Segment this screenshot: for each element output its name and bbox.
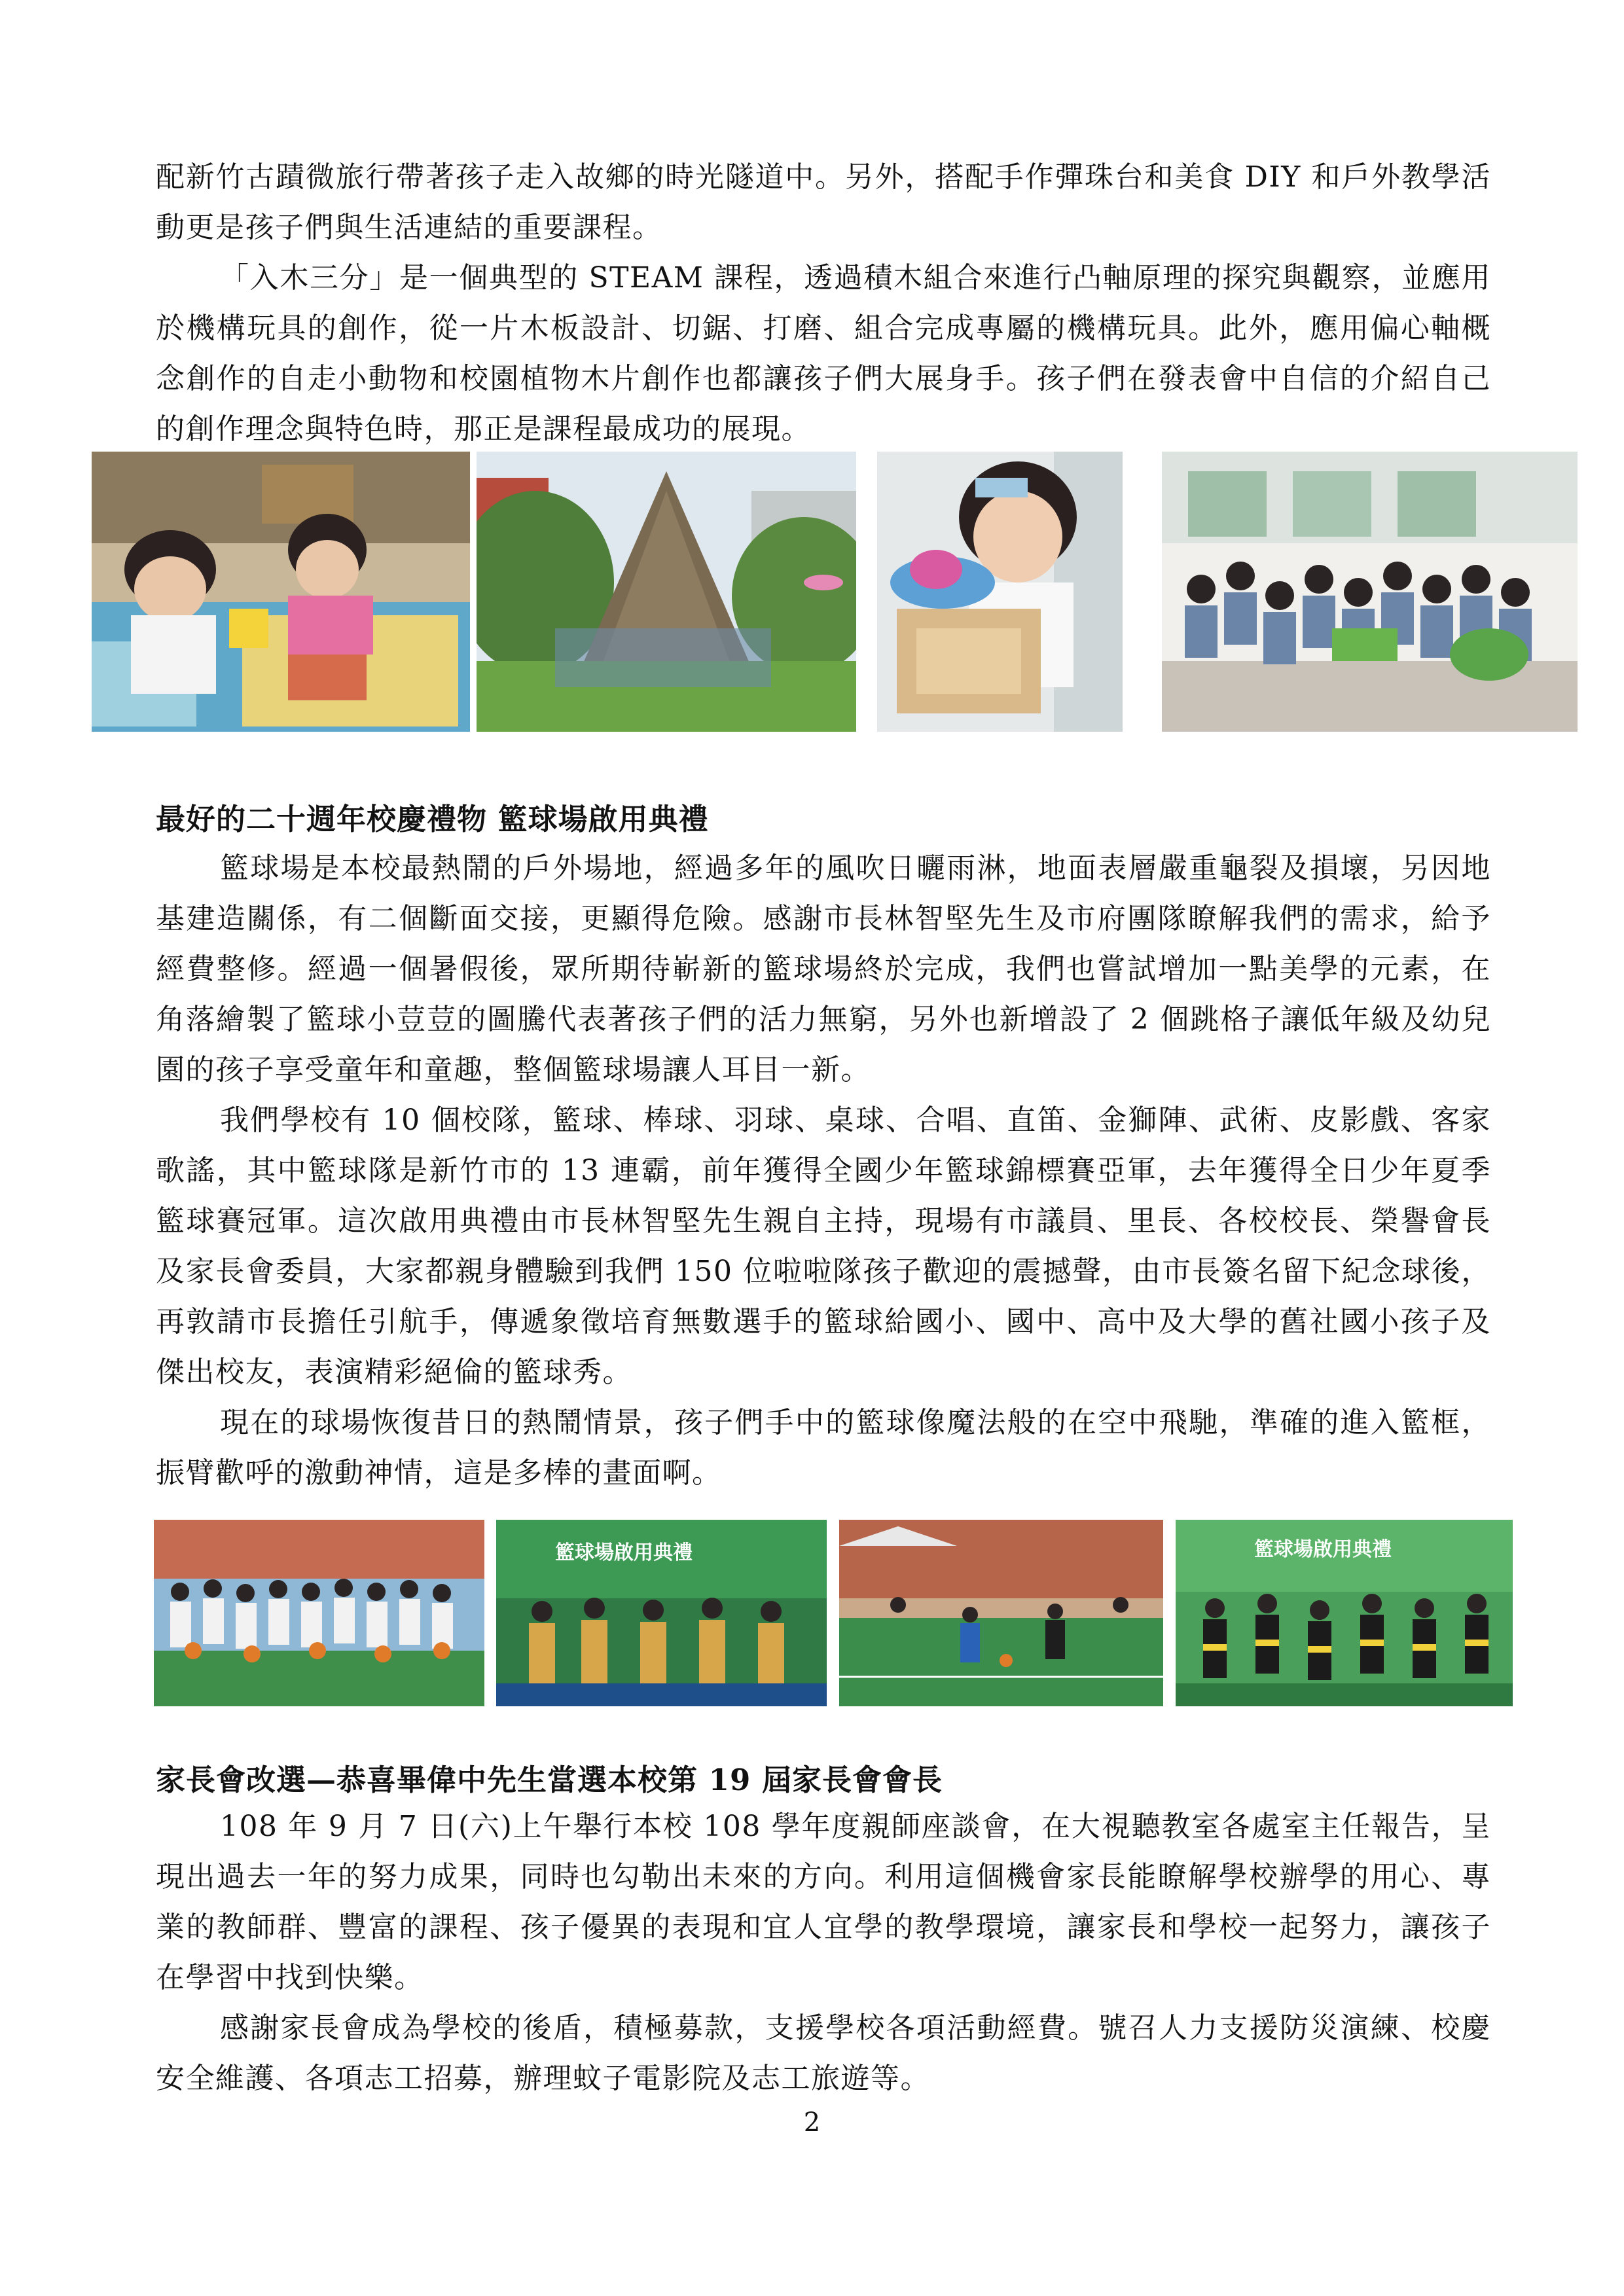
section-title-parents: 家長會改選—恭喜畢偉中先生當選本校第 19 屆家長會會長 xyxy=(156,1763,943,1797)
section-title-basketball: 最好的二十週年校慶禮物 籃球場啟用典禮 xyxy=(156,802,709,836)
photo-ceremony-group xyxy=(154,1520,484,1706)
intro-text xyxy=(156,152,1491,454)
photo-basketball-play xyxy=(839,1520,1163,1706)
intro-paragraph-1: 配新竹古蹟微旅行帶著孩子走入故鄉的時光隧道中。另外，搭配手作彈珠台和美食 DIY 和戶外教學活動更是孩子們與生活連結的重要課程。 xyxy=(156,160,1491,244)
parents-text xyxy=(156,1801,1491,2104)
photo-children-puzzle xyxy=(92,452,470,732)
banner-text-cheer: 籃球場啟用典禮 xyxy=(1254,1538,1392,1561)
photo-ceremony-stage xyxy=(496,1520,827,1706)
basketball-text xyxy=(156,843,1491,1498)
photo-group-presentation xyxy=(1162,452,1578,732)
banner-text-stage: 籃球場啟用典禮 xyxy=(555,1541,693,1564)
parents-paragraph-2: 感謝家長會成為學校的後盾，積極募款，支援學校各項活動經費。號召人力支援防災演練、校慶安全維護、各項志工招募，辦理蚊子電影院及志工旅遊等。 xyxy=(156,2011,1491,2095)
basketball-paragraph-2: 我們學校有 10 個校隊，籃球、棒球、羽球、桌球、合唱、直笛、金獅陣、武術、皮影戲、客家歌謠，其中籃球隊是新竹市的 13 連霸，前年獲得全國少年籃球錦標賽亞軍，去年獲得全日少年夏季籃球賽冠軍。這次啟用典禮由市長林智堅先生親自主持，現場有市議員、里長、各校校長、榮譽會長及家長會委員，大家都親身體驗到我們 150 位啦啦隊孩子歡迎的震撼聲，由市長簽名留下紀念球後，再敦請市長擔任引航手，傳遞象徵培育無數選手的籃球給國小、國中、高中及大學的舊社國小孩子及傑出校友，表演精彩絕倫的籃球秀。 xyxy=(156,1103,1491,1389)
basketball-paragraph-3: 現在的球場恢復昔日的熱鬧情景，孩子們手中的籃球像魔法般的在空中飛馳，準確的進入籃框，振臂歡呼的激動神情，這是多棒的畫面啊。 xyxy=(156,1406,1491,1490)
page-number: 2 xyxy=(803,2108,821,2138)
photo-cheer-team xyxy=(1176,1520,1513,1706)
photo-wooden-hut xyxy=(477,452,856,732)
basketball-paragraph-1: 籃球場是本校最熱鬧的戶外場地，經過多年的風吹日曬雨淋，地面表層嚴重龜裂及損壞，另因地基建造關係，有二個斷面交接，更顯得危險。感謝市長林智堅先生及市府團隊瞭解我們的需求，給予經費整修。經過一個暑假後，眾所期待嶄新的籃球場終於完成，我們也嘗試增加一點美學的元素，在角落繪製了籃球小荳荳的圖騰代表著孩子們的活力無窮，另外也新增設了 2 個跳格子讓低年級及幼兒園的孩子享受童年和童趣，整個籃球場讓人耳目一新。 xyxy=(156,852,1491,1086)
photo-girl-with-toy xyxy=(877,452,1123,732)
intro-paragraph-2: 「入木三分」是一個典型的 STEAM 課程，透過積木組合來進行凸軸原理的探究與觀察，並應用於機構玩具的創作，從一片木板設計、切鋸、打磨、組合完成專屬的機構玩具。此外，應用偏心軸概念創作的自走小動物和校園植物木片創作也都讓孩子們大展身手。孩子們在發表會中自信的介紹自己的創作理念與特色時，那正是課程最成功的展現。 xyxy=(156,261,1491,446)
parents-paragraph-1: 108 年 9 月 7 日(六)上午舉行本校 108 學年度親師座談會，在大視聽教室各處室主任報告，呈現出過去一年的努力成果，同時也勾勒出未來的方向。利用這個機會家長能瞭解學校辦學的用心、專業的教師群、豐富的課程、孩子優異的表現和宜人宜學的教學環境，讓家長和學校一起努力，讓孩子在學習中找到快樂。 xyxy=(156,1810,1491,1994)
